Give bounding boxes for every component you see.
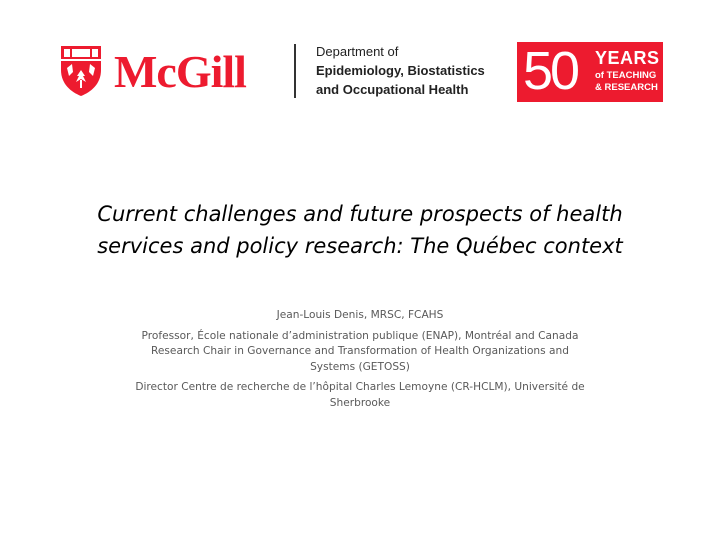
author-name: Jean-Louis Denis, MRSC, FCAHS — [276, 309, 444, 321]
author-role-2-line-1: Director Centre de recherche de l’hôpital Charles Lemoyne (CR-HCLM), Université de — [135, 381, 585, 393]
author-block — [110, 308, 610, 411]
mcgill-crest-icon — [58, 42, 104, 98]
department-name — [316, 42, 516, 99]
author-role-1-line-3: Systems (GETOSS) — [310, 360, 410, 373]
author-role-1-line-1: Professor, École nationale d’administration publique (ENAP), Montréal and Canada — [141, 329, 579, 342]
slide-title — [60, 198, 660, 262]
author-role-1-line-2: Research Chair in Governance and Transformation of Health Organizations and — [151, 345, 569, 357]
anniversary-badge — [517, 42, 663, 102]
anniversary-years: YEARS — [595, 48, 660, 68]
title-line-2: services and policy research: The Québec context — [97, 234, 623, 258]
mcgill-wordmark: McGill — [114, 46, 246, 97]
author-role-2-line-2: Sherbrooke — [329, 396, 391, 409]
logo-divider — [294, 44, 296, 98]
anniversary-number: 50 — [523, 42, 578, 101]
anniversary-line-1: of TEACHING — [595, 70, 657, 81]
department-line-3: and Occupational Health — [316, 82, 469, 97]
logo-band — [58, 38, 668, 108]
title-line-1: Current challenges and future prospects of health — [97, 202, 623, 226]
department-line-1: Department of — [316, 44, 399, 59]
department-line-2: Epidemiology, Biostatistics — [316, 63, 485, 78]
anniversary-line-2: & RESEARCH — [595, 82, 658, 93]
